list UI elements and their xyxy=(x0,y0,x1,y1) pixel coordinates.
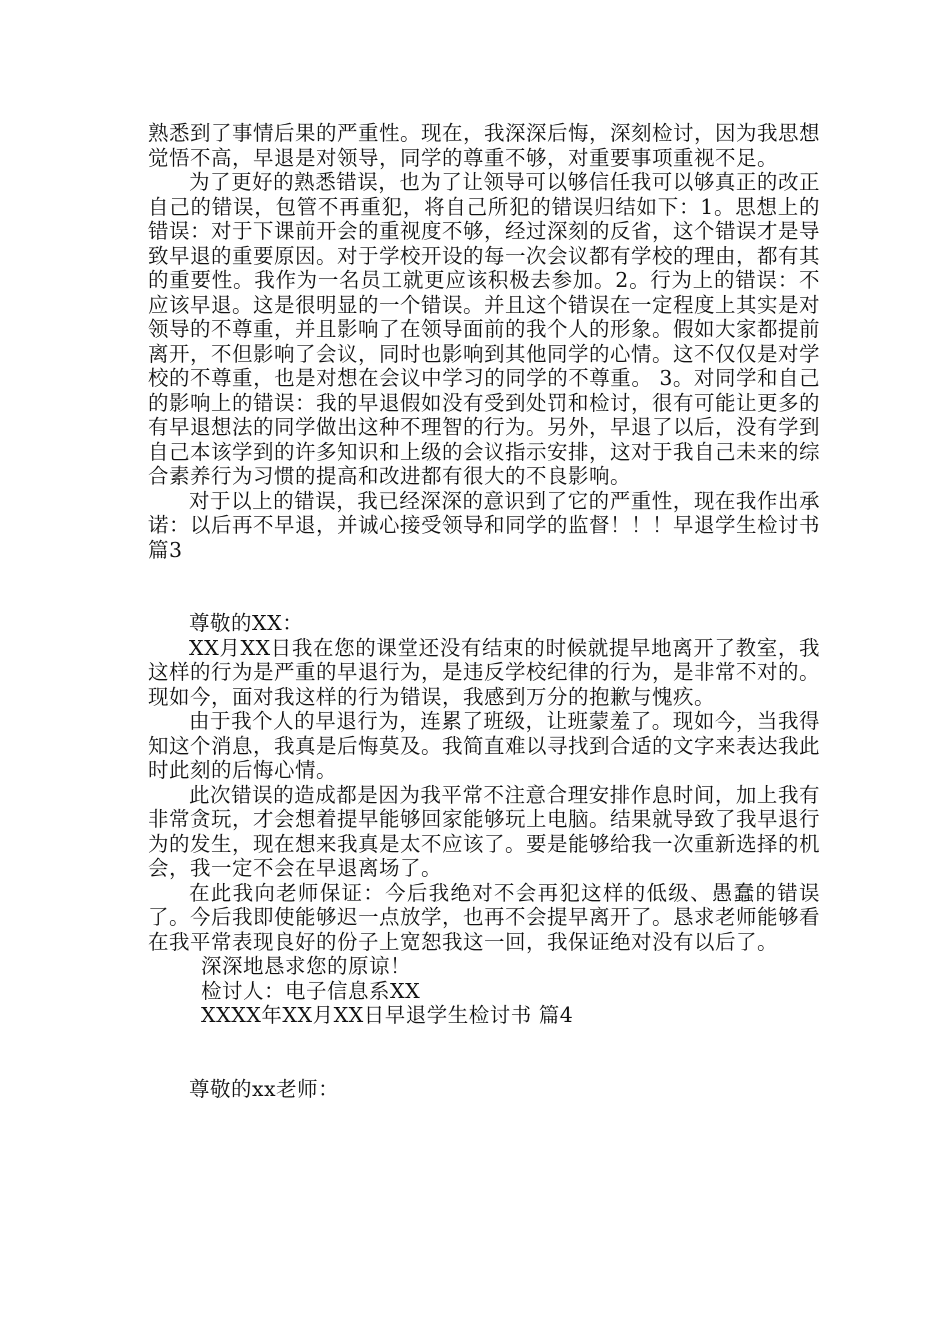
closing-plea: 深深地恳求您的原谅！ xyxy=(201,954,411,978)
spacer xyxy=(148,1028,820,1077)
salutation-xx: 尊敬的XX： xyxy=(189,611,304,635)
paragraph-early-leave: XX月XX日我在您的课堂还没有结束的时候就提早地离开了教室，我这样的行为是严重的早退行为，是违反学校纪律的行为，是非常不对的。现如今，面对我这样的行为错误，我感到万分的抱歉与愧疚。 xyxy=(148,635,820,709)
closing-signer: 检讨人：电子信息系XX xyxy=(201,978,421,1003)
document-body xyxy=(148,121,820,1101)
paragraph-errors-summary: 为了更好的熟悉错误，也为了让领导可以够信任我可以够真正的改正自己的错误，包管不再重犯，将自己所犯的错误归结如下：1。思想上的错误：对于下课前开会的重视度不够，经过深刻的反省，这个错误才是导致早退的重要原因。对于学校开设的每一次会议都有学校的理由，都有其的重要性。我作为一名员工就更应该积极去参加。2。行为上的错误：不应该早退。这是很明显的一个错误。并且这个错误在一定程度上其实是对领导的不尊重，并且影响了在领导面前的我个人的形象。假如大家都提前离开，不但影响了会议，同时也影响到其他同学的心情。这不仅仅是对学校的不尊重，也是对想在会议中学习的同学的不尊重。 3。对同学和自己的影响上的错误：我的早退假如没有受到处罚和检讨，很有可能让更多的有早退想法的同学做出这种不理智的行为。另外，早退了以后，没有学到自己本该学到的许多知识和上级的会议指示安排，这对于我自己未来的综合素养行为习惯的提高和改进都有很大的不良影响。 xyxy=(148,170,820,488)
paragraph-cause: 此次错误的造成都是因为我平常不注意合理安排作息时间，加上我有非常贪玩，才会想着提早能够回家能够玩上电脑。结果就导致了我早退行为的发生，现在想来我真是太不应该了。要是能够给我一次重新选择的机会，我一定不会在早退离场了。 xyxy=(148,782,820,880)
spacer xyxy=(148,562,820,611)
closing-date: XXXX年XX月XX日早退学生检讨书 篇4 xyxy=(201,1003,574,1027)
paragraph-class-shame: 由于我个人的早退行为，连累了班级，让班蒙羞了。现如今，当我得知这个消息，我真是后悔莫及。我简直难以寻找到合适的文字来表达我此时此刻的后悔心情。 xyxy=(148,709,820,782)
salutation-teacher: 尊敬的xx老师： xyxy=(189,1076,340,1101)
paragraph-consequence: 熟悉到了事情后果的严重性。现在，我深深后悔，深刻检讨，因为我思想觉悟不高，早退是对领导，同学的尊重不够，对重要事项重视不足。 xyxy=(148,121,820,170)
paragraph-promise: 对于以上的错误，我已经深深的意识到了它的严重性，现在我作出承诺：以后再不早退，并诚心接受领导和同学的监督！！！早退学生检讨书 篇3 xyxy=(148,488,820,562)
paragraph-guarantee: 在此我向老师保证：今后我绝对不会再犯这样的低级、愚蠢的错误了。今后我即使能够迟一点放学，也再不会提早离开了。恳求老师能够看在我平常表现良好的份子上宽恕我这一回，我保证绝对没有以后了。 xyxy=(148,880,820,954)
